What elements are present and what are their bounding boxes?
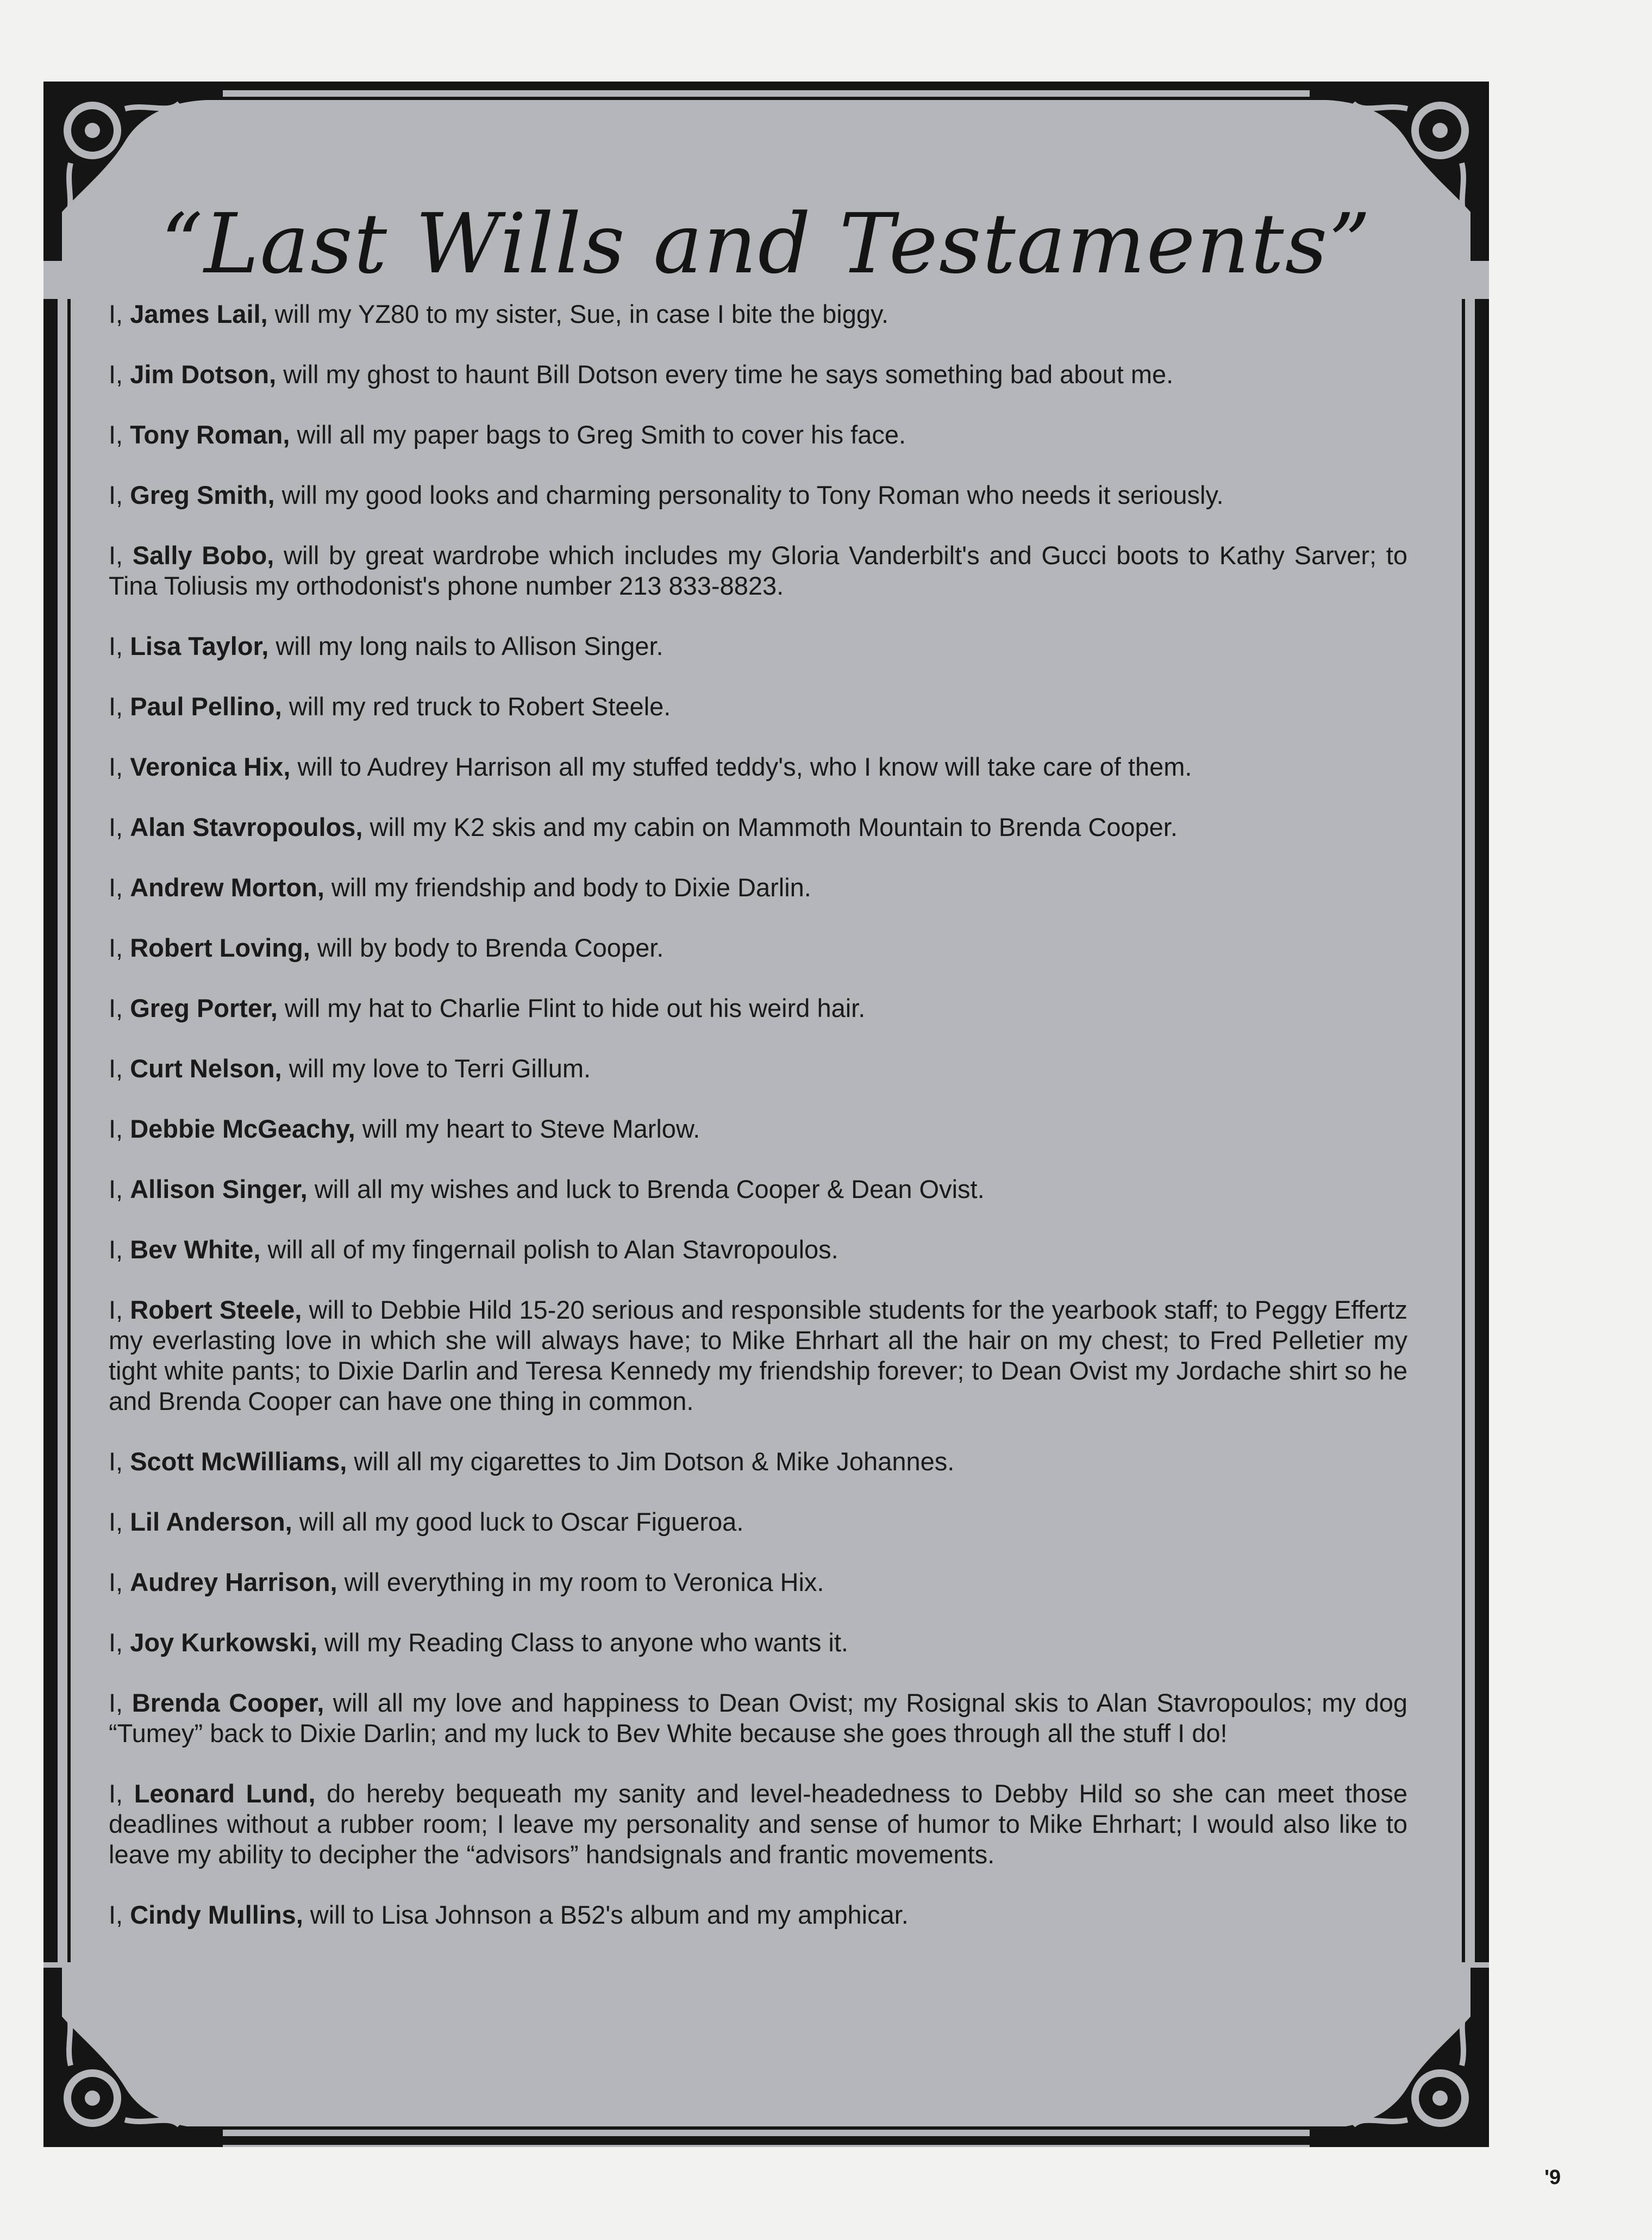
entry-text: will all my paper bags to Greg Smith to cover his face. xyxy=(290,420,906,449)
will-entry xyxy=(109,1114,1407,1144)
will-entry xyxy=(109,1507,1407,1537)
will-entry xyxy=(109,752,1407,782)
will-entry xyxy=(109,812,1407,843)
will-entry xyxy=(109,420,1407,450)
entry-text: will all my wishes and luck to Brenda Cooper & Dean Ovist. xyxy=(307,1175,985,1203)
entry-prefix: I, xyxy=(109,1900,130,1929)
entry-prefix: I, xyxy=(109,300,130,328)
entry-name: Paul Pellino, xyxy=(130,692,282,721)
entry-prefix: I, xyxy=(109,360,130,389)
will-entry xyxy=(109,359,1407,390)
page-number: '9 xyxy=(1544,2166,1561,2189)
entry-prefix: I, xyxy=(109,1054,130,1083)
entry-prefix: I, xyxy=(109,933,130,962)
will-entry xyxy=(109,1174,1407,1205)
entry-prefix: I, xyxy=(109,420,130,449)
entry-name: Scott McWilliams, xyxy=(130,1447,347,1476)
entry-text: will by great wardrobe which includes my Gloria Vanderbilt's and Gucci boots to Kathy Sarver; to Tina Toliusis my orthodonist's phone number 213 833-8823. xyxy=(109,541,1407,600)
entry-prefix: I, xyxy=(109,752,130,781)
will-entry xyxy=(109,1900,1407,1930)
will-entry xyxy=(109,480,1407,510)
will-entry xyxy=(109,631,1407,662)
entry-name: Audrey Harrison, xyxy=(130,1568,337,1596)
entry-text: will my friendship and body to Dixie Darlin. xyxy=(324,873,811,902)
entry-name: Curt Nelson, xyxy=(130,1054,282,1083)
entry-text: will my red truck to Robert Steele. xyxy=(281,692,671,721)
entry-prefix: I, xyxy=(109,1779,134,1808)
entry-text: will to Debbie Hild 15-20 serious and responsible students for the yearbook staff; to Peggy Effertz my everlasting love in which she will always have; to Mike Ehrhart all the hair on my chest; to Fred Pelletier my tight white pants; to Dixie Darlin and Teresa Kennedy my friendship forever; to Dean Ovist my Jordache shirt so he and Brenda Cooper can have one thing in common. xyxy=(109,1295,1407,1415)
entry-text: will my ghost to haunt Bill Dotson every time he says something bad about me. xyxy=(276,360,1174,389)
entry-prefix: I, xyxy=(109,994,130,1022)
border-top-inner xyxy=(163,97,1369,100)
yearbook-page xyxy=(43,82,1489,2147)
entry-name: Greg Smith, xyxy=(130,481,275,509)
entry-name: Greg Porter, xyxy=(130,994,278,1022)
entry-prefix: I, xyxy=(109,541,133,570)
entry-text: will to Audrey Harrison all my stuffed teddy's, who I know will take care of them. xyxy=(290,752,1192,781)
entry-name: Joy Kurkowski, xyxy=(130,1628,317,1657)
entry-name: Lil Anderson, xyxy=(130,1507,292,1536)
entry-text: will to Lisa Johnson a B52's album and my amphicar. xyxy=(303,1900,909,1929)
entry-text: will my YZ80 to my sister, Sue, in case I bite the biggy. xyxy=(267,300,889,328)
entry-prefix: I, xyxy=(109,1295,130,1324)
entry-prefix: I, xyxy=(109,1568,130,1596)
entry-prefix: I, xyxy=(109,632,130,660)
entry-text: will all my good luck to Oscar Figueroa. xyxy=(292,1507,744,1536)
border-bottom-outer xyxy=(163,2136,1369,2145)
will-entry xyxy=(109,993,1407,1024)
border-top-outer xyxy=(163,82,1369,90)
will-entry xyxy=(109,1688,1407,1749)
entry-prefix: I, xyxy=(109,1628,130,1657)
will-entry xyxy=(109,872,1407,903)
entry-name: Cindy Mullins, xyxy=(130,1900,303,1929)
will-entry xyxy=(109,299,1407,329)
border-left-outer xyxy=(43,299,58,1962)
will-entry xyxy=(109,1234,1407,1265)
entry-name: Veronica Hix, xyxy=(130,752,291,781)
entry-name: Brenda Cooper, xyxy=(132,1688,324,1717)
entry-text: will by body to Brenda Cooper. xyxy=(310,933,664,962)
entry-text: do hereby bequeath my sanity and level-headedness to Debby Hild so she can meet those deadlines without a rubber room; I leave my personality and sense of humor to Mike Ehrhart; I would also like to leave my ability to decipher the “advisors” handsignals and frantic movements. xyxy=(109,1779,1407,1869)
entry-text: will everything in my room to Veronica Hix. xyxy=(337,1568,824,1596)
entry-name: Robert Steele, xyxy=(130,1295,302,1324)
entry-text: will my heart to Steve Marlow. xyxy=(355,1114,700,1143)
page-title: “Last Wills and Testaments” xyxy=(160,196,1372,292)
entry-prefix: I, xyxy=(109,873,130,902)
will-entry xyxy=(109,1627,1407,1658)
corner-ornament-bottom-right xyxy=(1310,1968,1489,2147)
entry-name: Tony Roman, xyxy=(130,420,290,449)
entry-prefix: I, xyxy=(109,813,130,841)
entry-name: Jim Dotson, xyxy=(130,360,277,389)
entry-prefix: I, xyxy=(109,1507,130,1536)
entry-text: will my good looks and charming personality to Tony Roman who needs it seriously. xyxy=(274,481,1224,509)
corner-ornament-bottom-left xyxy=(43,1968,223,2147)
entry-text: will all my love and happiness to Dean Ovist; my Rosignal skis to Alan Stavropoulos; my dog “Tumey” back to Dixie Darlin; and my luck to Bev White because she goes through all the stuff I do! xyxy=(109,1688,1407,1748)
entry-name: Lisa Taylor, xyxy=(130,632,269,660)
entry-prefix: I, xyxy=(109,481,130,509)
entry-prefix: I, xyxy=(109,1235,130,1264)
border-right-outer xyxy=(1475,299,1489,1962)
entry-name: Sally Bobo, xyxy=(132,541,274,570)
entry-text: will all of my fingernail polish to Alan Stavropoulos. xyxy=(260,1235,838,1264)
entry-name: Andrew Morton, xyxy=(130,873,324,902)
entry-name: Debbie McGeachy, xyxy=(130,1114,355,1143)
entry-name: James Lail, xyxy=(130,300,268,328)
wills-list xyxy=(109,299,1407,1960)
entry-prefix: I, xyxy=(109,1175,130,1203)
entry-text: will my Reading Class to anyone who wants it. xyxy=(317,1628,848,1657)
will-entry xyxy=(109,1446,1407,1477)
entry-text: will my long nails to Allison Singer. xyxy=(268,632,664,660)
border-bottom-inner xyxy=(163,2126,1369,2130)
entry-name: Bev White, xyxy=(130,1235,261,1264)
entry-prefix: I, xyxy=(109,1447,130,1476)
will-entry xyxy=(109,691,1407,722)
entry-name: Robert Loving, xyxy=(130,933,310,962)
will-entry xyxy=(109,933,1407,963)
will-entry xyxy=(109,540,1407,601)
entry-text: will my hat to Charlie Flint to hide out his weird hair. xyxy=(277,994,866,1022)
entry-text: will all my cigarettes to Jim Dotson & Mike Johannes. xyxy=(347,1447,955,1476)
will-entry xyxy=(109,1295,1407,1417)
border-left-inner xyxy=(67,299,71,1962)
entry-text: will my K2 skis and my cabin on Mammoth Mountain to Brenda Cooper. xyxy=(362,813,1178,841)
entry-name: Leonard Lund, xyxy=(134,1779,316,1808)
entry-prefix: I, xyxy=(109,692,130,721)
entry-prefix: I, xyxy=(109,1114,130,1143)
entry-name: Alan Stavropoulos, xyxy=(130,813,363,841)
entry-text: will my love to Terri Gillum. xyxy=(281,1054,591,1083)
will-entry xyxy=(109,1053,1407,1084)
entry-prefix: I, xyxy=(109,1688,132,1717)
will-entry xyxy=(109,1567,1407,1598)
entry-name: Allison Singer, xyxy=(130,1175,308,1203)
will-entry xyxy=(109,1779,1407,1870)
border-right-inner xyxy=(1462,299,1465,1962)
